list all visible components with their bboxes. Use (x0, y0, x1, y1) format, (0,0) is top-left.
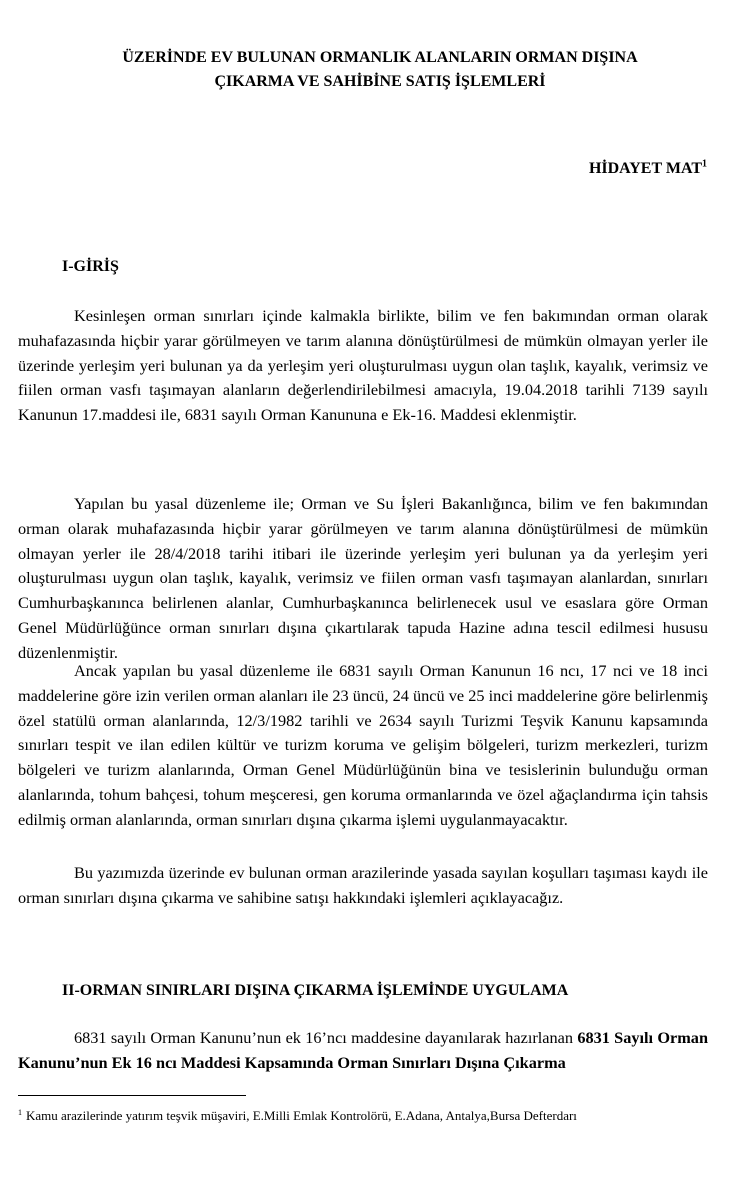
paragraph-bold-text: 6831 Sayılı Orman Kanunu’nun Ek 16 ncı Maddesi Kapsamında Orman Sınırları Dışına Çıkarma (18, 1028, 708, 1072)
footnote-text: Kamu arazilerinde yatırım teşvik müşaviri, E.Milli Emlak Kontrolörü, E.Adana, Antalya,Bursa Defterdarı (26, 1108, 577, 1123)
section-heading-application: II-ORMAN SINIRLARI DIŞINA ÇIKARMA İŞLEMİNDE UYGULAMA (62, 982, 569, 999)
document-title (60, 46, 700, 94)
paragraph: Yapılan bu yasal düzenleme ile; Orman ve Su İşleri Bakanlığınca, bilim ve fen bakımından orman olarak muhafazasında hiçbir yarar görülmeyen ve tarım alanına dönüştürülmesi de mümkün olmayan yerler ile 28/4/2018 tarihi itibari ile üzerinde yerleşim yeri bulunan ya da yerleşim yeri oluşturulması uygun olan taşlık, kayalık, verimsiz ve fiilen orman vasfı taşımayan alanlardan, sınırları Cumhurbaşkanınca belirlenen alanlar, Cumhurbaşkanınca belirlenecek usul ve esaslara göre Orman Genel Müdürlüğünce orman sınırları dışına çıkartılarak tapuda Hazine adına tescil edilmesi hususu düzenlenmiştir. (18, 494, 708, 662)
author-name-text: HİDAYET MAT (588, 160, 702, 177)
author-footnote-mark: 1 (702, 158, 707, 170)
author-name (589, 160, 707, 178)
title-line-1: ÜZERİNDE EV BULUNAN ORMANLIK ALANLARIN ORMAN DIŞINA (122, 49, 638, 66)
footnote (18, 1108, 577, 1124)
title-line-2: ÇIKARMA VE SAHİBİNE SATIŞ İŞLEMLERİ (214, 73, 546, 90)
paragraph: Kesinleşen orman sınırları içinde kalmakla birlikte, bilim ve fen bakımından orman olarak muhafazasında hiçbir yarar görülmeyen ve tarım alanına dönüştürülmesi de mümkün olmayan yerler ile üzerinde yerleşim yeri bulunan ya da yerleşim yeri oluşturulması uygun olan taşlık, kayalık, verimsiz ve fiilen orman vasfı taşımayan alanların değerlendirilebilmesi amacıyla, 19.04.2018 tarihli 7139 sayılı Kanunun 17.maddesi ile, 6831 sayılı Orman Kanununa e Ek-16. Maddesi eklenmiştir. (18, 306, 708, 425)
footnote-mark: 1 (18, 1107, 22, 1117)
section-heading-intro: I-GİRİŞ (62, 258, 119, 275)
paragraph: Bu yazımızda üzerinde ev bulunan orman arazilerinde yasada sayılan koşulları taşıması kaydı ile orman sınırları dışına çıkarma ve sahibine satışı hakkındaki işlemleri açıklayacağız. (18, 863, 708, 907)
paragraph-regular-text: 6831 sayılı Orman Kanunu’nun ek 16’ncı maddesine dayanılarak hazırlanan (74, 1028, 578, 1047)
footnote-divider (18, 1095, 246, 1096)
paragraph: Ancak yapılan bu yasal düzenleme ile 6831 sayılı Orman Kanunun 16 ncı, 17 nci ve 18 inci maddelerine göre izin verilen orman alanları ile 23 üncü, 24 üncü ve 25 inci maddelerine göre belirlenmiş özel statülü orman alanlarında, 12/3/1982 tarihli ve 2634 sayılı Turizmi Teşvik Kanunu kapsamında sınırları tespit ve ilan edilen kültür ve turizm koruma ve gelişim bölgeleri, turizm merkezleri, turizm bölgeleri ve turizm alanlarında, Orman Genel Müdürlüğünün bina ve tesislerinin bulunduğu orman alanlarında, tohum bahçesi, tohum meşceresi, gen koruma ormanlarında ve özel ağaçlandırma için tahsis edilmiş orman alanlarında, orman sınırları dışına çıkarma işlemi uygulanmayacaktır. (18, 661, 708, 829)
paragraph (18, 1026, 708, 1076)
